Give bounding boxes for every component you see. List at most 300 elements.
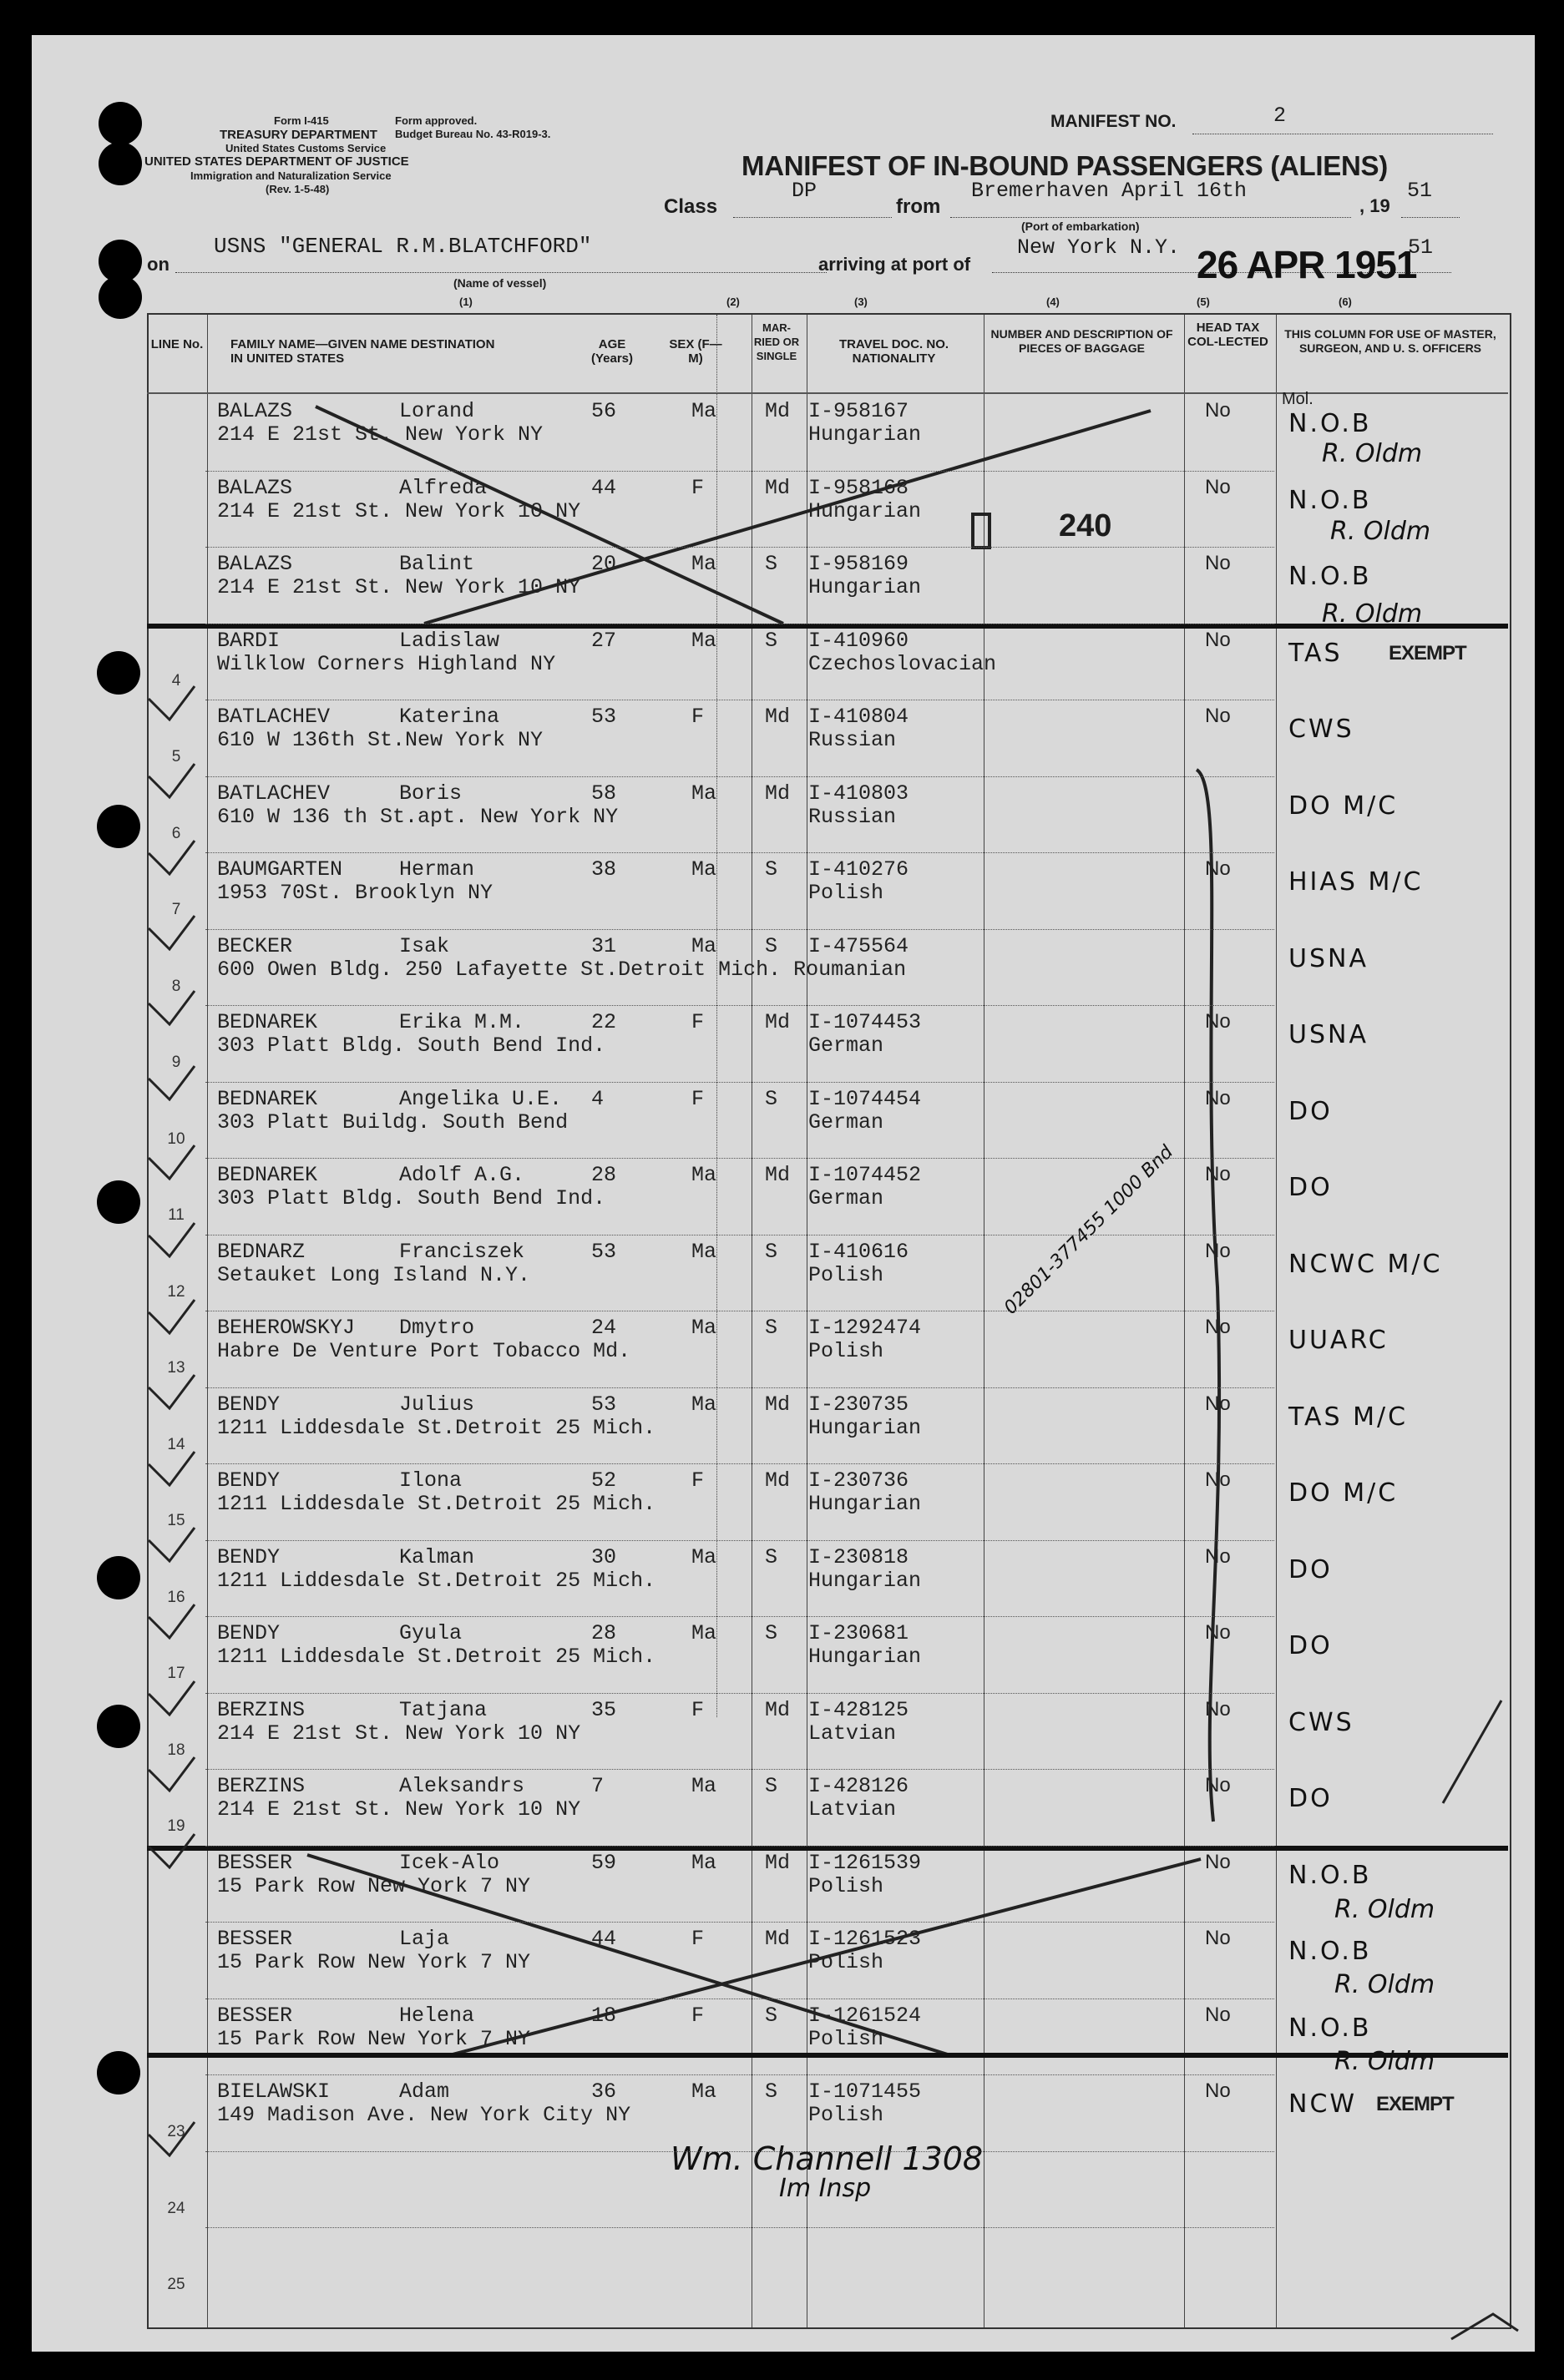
row-rule [205, 852, 1274, 853]
given-name: Isak [399, 933, 450, 958]
row-rule [205, 1693, 1274, 1694]
sex: F [691, 1697, 705, 1722]
nationality: Latvian [808, 1797, 897, 1822]
given-name: Katerina [399, 705, 500, 729]
manifest-no-value: 2 [1273, 104, 1287, 128]
age: 44 [591, 475, 617, 500]
check-mark [149, 1452, 195, 1485]
sex: Ma [691, 1239, 717, 1264]
line-number: 17 [167, 1665, 185, 1682]
family-name: BALAZS [217, 552, 293, 576]
age: 58 [591, 781, 617, 806]
sex: Ma [691, 1544, 717, 1569]
line-number: 5 [171, 748, 181, 766]
sex: Ma [691, 781, 717, 806]
check-mark [149, 991, 195, 1024]
marital-status: S [765, 1239, 778, 1264]
age: 53 [591, 1239, 617, 1264]
officer-note: NCWC M/C [1288, 1249, 1443, 1279]
family-name: BERZINS [217, 1697, 306, 1722]
col-num-3: (3) [854, 296, 868, 308]
ditto-bracket [1197, 770, 1219, 1822]
head-tax: No [1205, 1239, 1231, 1262]
destination: 149 Madison Ave. New York City NY [217, 2103, 631, 2127]
signature: R. Oldm [1334, 1970, 1435, 1999]
age: 30 [591, 1544, 617, 1569]
inspector-title: Im Insp [779, 2174, 872, 2203]
age: 28 [591, 1621, 617, 1645]
sex: Ma [691, 1621, 717, 1645]
sex: F [691, 475, 705, 500]
destination: 214 E 21st St. New York 10 NY [217, 498, 581, 523]
officer-note: TAS [1288, 638, 1343, 668]
marital-status: Md [765, 475, 791, 500]
row-rule [205, 547, 1274, 548]
head-tax: No [1205, 1621, 1231, 1644]
given-name: Adolf A.G. [399, 1163, 525, 1187]
given-name: Ladislaw [399, 628, 500, 653]
age: 18 [591, 2003, 617, 2028]
form-number: Form I-415 [274, 114, 329, 127]
marital-status: S [765, 1086, 778, 1111]
family-name: BEDNAREK [217, 1010, 318, 1034]
destination: 610 W 136th St.New York NY [217, 728, 544, 752]
travel-doc-no: I-1292474 [808, 1316, 922, 1340]
officer-note: DO [1288, 1784, 1333, 1813]
nationality: Latvian [808, 1721, 897, 1746]
line-number: 7 [171, 901, 181, 918]
age: 22 [591, 1010, 617, 1034]
header-sex: SEX (F—M) [669, 337, 722, 366]
given-name: Dmytro [399, 1316, 475, 1340]
check-mark [149, 764, 195, 797]
mol-label: Mol. [1282, 390, 1313, 408]
head-tax: No [1205, 552, 1231, 574]
nationality: Hungarian [808, 1415, 922, 1440]
line-number: 15 [167, 1512, 185, 1529]
on-label: on [147, 254, 170, 275]
given-name: Balint [399, 552, 475, 576]
head-tax: No [1205, 1086, 1231, 1109]
row-rule [205, 1922, 1274, 1923]
treasury-dept: TREASURY DEPARTMENT [220, 128, 377, 142]
travel-doc-no: I-428125 [808, 1697, 909, 1722]
year-value: 51 [1407, 179, 1433, 203]
row-rule [205, 2151, 1274, 2152]
marital-status: S [765, 2079, 778, 2104]
exempt-stamp: EXEMPT [1389, 642, 1466, 664]
given-name: Julius [399, 1392, 475, 1417]
sex: Ma [691, 399, 717, 423]
destination: 1953 70St. Brooklyn NY [217, 881, 493, 905]
header-officers: THIS COLUMN FOR USE OF MASTER, SURGEON, AND U. S. OFFICERS [1284, 327, 1496, 355]
travel-doc-no: I-958167 [808, 399, 909, 423]
signature: R. Oldm [1334, 2047, 1435, 2076]
corner-mark [1451, 2314, 1518, 2339]
check-mark [149, 1145, 195, 1179]
year-prefix: , 19 [1359, 195, 1390, 216]
given-name: Icek-Alo [399, 1850, 500, 1875]
form-approved: Form approved. [395, 114, 478, 127]
family-name: BALAZS [217, 399, 293, 423]
travel-doc-no: I-958169 [808, 552, 909, 576]
family-name: BESSER [217, 1850, 293, 1875]
age: 27 [591, 628, 617, 653]
destination: 1211 Liddesdale St.Detroit 25 Mich. [217, 1645, 656, 1669]
check-mark [149, 841, 195, 874]
travel-doc-no: I-1074453 [808, 1010, 922, 1034]
marital-status: S [765, 2003, 778, 2028]
col-num-2: (2) [726, 296, 740, 308]
nationality: Polish [808, 2026, 884, 2051]
line-number: 9 [171, 1054, 181, 1071]
head-tax: No [1205, 1316, 1231, 1338]
marital-status: S [765, 1316, 778, 1340]
from-label: from [896, 195, 941, 218]
family-name: BESSER [217, 1927, 293, 1951]
exempt-stamp: EXEMPT [1376, 2093, 1454, 2115]
col-num-1: (1) [459, 296, 473, 308]
head-tax: No [1205, 1010, 1231, 1033]
row-rule [205, 1005, 1274, 1006]
family-name: BESSER [217, 2003, 293, 2028]
head-tax: No [1205, 857, 1231, 880]
line-number: 24 [167, 2199, 185, 2217]
date-stamp: 26 APR 1951 [1197, 243, 1417, 286]
nationality: Polish [808, 1262, 884, 1287]
marital-status: Md [765, 705, 791, 729]
head-tax: No [1205, 1392, 1231, 1415]
header-baggage: NUMBER AND DESCRIPTION OF PIECES OF BAGGAGE [990, 327, 1173, 355]
destination: 303 Platt Buildg. South Bend [217, 1109, 569, 1134]
marital-status: S [765, 552, 778, 576]
family-name: BARDI [217, 628, 281, 653]
destination: 303 Platt Bldg. South Bend Ind. [217, 1186, 606, 1210]
marital-status: S [765, 1774, 778, 1798]
signature: R. Oldm [1330, 517, 1431, 546]
travel-doc-no: I-428126 [808, 1774, 909, 1798]
line-number: 8 [171, 977, 181, 995]
head-tax: No [1205, 1774, 1231, 1796]
marital-status: Md [765, 1392, 791, 1417]
check-mark [149, 1681, 195, 1715]
officer-note: TAS M/C [1288, 1402, 1409, 1432]
family-name: BIELAWSKI [217, 2079, 331, 2104]
row-rule [205, 1998, 1274, 1999]
officer-note: UUARC [1288, 1326, 1389, 1355]
nationality: Czechoslovacian [808, 651, 997, 676]
travel-doc-no: I-230818 [808, 1544, 909, 1569]
signature: R. Oldm [1322, 599, 1423, 629]
given-name: Alfreda [399, 475, 488, 500]
sex: F [691, 1010, 705, 1034]
given-name: Boris [399, 781, 463, 806]
travel-doc-no: I-230735 [808, 1392, 909, 1417]
age: 36 [591, 2079, 617, 2104]
travel-doc-no: I-475564 [808, 933, 909, 958]
sex: Ma [691, 1392, 717, 1417]
line-number: 19 [167, 1817, 185, 1835]
head-tax: No [1205, 399, 1231, 422]
line-number: 18 [167, 1741, 185, 1759]
family-name: BEHEROWSKYJ [217, 1316, 356, 1340]
age: 31 [591, 933, 617, 958]
given-name: Gyula [399, 1621, 463, 1645]
line-number: 23 [167, 2123, 185, 2140]
check-mark [149, 916, 195, 949]
family-name: BECKER [217, 933, 293, 958]
officer-note: NCW [1288, 2089, 1358, 2119]
row-rule [205, 1769, 1274, 1770]
destination: Habre De Venture Port Tobacco Md. [217, 1339, 631, 1363]
sex: Ma [691, 857, 717, 882]
officer-note: N.O.B [1288, 562, 1372, 591]
line-number: 13 [167, 1359, 185, 1377]
signature: R. Oldm [1322, 439, 1423, 468]
age: 35 [591, 1697, 617, 1722]
embarkation-note: (Port of embarkation) [1021, 220, 1140, 233]
sex: F [691, 1468, 705, 1493]
line-number: 14 [167, 1435, 185, 1453]
col-num-4: (4) [1046, 296, 1060, 308]
given-name: Herman [399, 857, 475, 882]
officer-note: DO [1288, 1631, 1333, 1660]
customs-service: United States Customs Service [225, 142, 387, 154]
age: 56 [591, 399, 617, 423]
age: 28 [591, 1163, 617, 1187]
destination: 1211 Liddesdale St.Detroit 25 Mich. [217, 1415, 656, 1440]
row-rule [205, 471, 1274, 472]
marital-status: Md [765, 1697, 791, 1722]
nationality: Polish [808, 1950, 884, 1974]
travel-doc-no: I-1074454 [808, 1086, 922, 1111]
travel-doc-no: I-1261539 [808, 1850, 922, 1875]
destination: 15 Park Row New York 7 NY [217, 1950, 531, 1974]
destination: 303 Platt Bldg. South Bend Ind. [217, 1033, 606, 1058]
nationality: German [808, 1033, 884, 1058]
manifest-no-label: MANIFEST NO. [1050, 112, 1177, 131]
destination: 15 Park Row New York 7 NY [217, 1873, 531, 1898]
travel-doc-no: I-410276 [808, 857, 909, 882]
row-rule [205, 776, 1274, 777]
family-name: BENDY [217, 1468, 281, 1493]
line-number: 4 [171, 671, 181, 690]
marital-status: Md [765, 1163, 791, 1187]
sex: F [691, 1927, 705, 1951]
nationality: Russian [808, 728, 897, 752]
nationality: Hungarian [808, 1568, 922, 1593]
head-tax: No [1205, 705, 1231, 727]
travel-doc-no: I-410960 [808, 628, 909, 653]
nationality: Hungarian [808, 498, 922, 523]
vessel-note: (Name of vessel) [453, 276, 547, 290]
row-rule [205, 1616, 1274, 1617]
header-married: MAR-RIED OR SINGLE [753, 321, 800, 362]
travel-doc-no: I-230681 [808, 1621, 909, 1645]
given-name: Adam [399, 2079, 450, 2104]
class-value: DP [792, 179, 817, 203]
given-name: Angelika U.E. [399, 1086, 563, 1111]
travel-doc-no: I-1261524 [808, 2003, 922, 2028]
nationality: Hungarian [808, 1645, 922, 1669]
class-label: Class [664, 195, 718, 218]
row-rule [205, 1463, 1274, 1464]
line-number: 10 [167, 1129, 185, 1148]
destination: 214 E 21st St. New York 10 NY [217, 1797, 581, 1822]
officer-note: N.O.B [1288, 1937, 1372, 1966]
given-name: Aleksandrs [399, 1774, 525, 1798]
destination: 1211 Liddesdale St.Detroit 25 Mich. [217, 1492, 656, 1516]
head-tax: No [1205, 1697, 1231, 1721]
row-rule [205, 1540, 1274, 1541]
age: 4 [591, 1086, 605, 1111]
officer-note: DO [1288, 1554, 1333, 1584]
officer-note: DO [1288, 1173, 1333, 1202]
budget-bureau: Budget Bureau No. 43-R019-3. [395, 128, 551, 140]
given-name: Franciszek [399, 1239, 525, 1264]
given-name: Tatjana [399, 1697, 488, 1722]
arriving-year: 51 [1408, 235, 1434, 260]
age: 53 [591, 705, 617, 729]
check-mark [149, 1757, 195, 1791]
family-name: BAUMGARTEN [217, 857, 343, 882]
row-rule [205, 1158, 1274, 1159]
nationality: Polish [808, 1873, 884, 1898]
nationality: Polish [808, 2103, 884, 2127]
family-name: BEDNARZ [217, 1239, 306, 1264]
officer-note: CWS [1288, 1707, 1354, 1737]
travel-doc-no: I-230736 [808, 1468, 909, 1493]
row-rule [205, 929, 1274, 930]
marital-status: S [765, 1544, 778, 1569]
justice-dept: UNITED STATES DEPARTMENT OF JUSTICE [144, 154, 409, 169]
sex: Ma [691, 1316, 717, 1340]
sex: Ma [691, 1163, 717, 1187]
from-value: Bremerhaven April 16th [971, 179, 1248, 203]
nationality: Polish [808, 1339, 884, 1363]
revision: (Rev. 1-5-48) [266, 183, 330, 195]
nationality: German [808, 1186, 884, 1210]
head-tax: No [1205, 1468, 1231, 1491]
row-rule [205, 1846, 1274, 1847]
slash-mark [1443, 1700, 1501, 1803]
check-mark [149, 1223, 195, 1256]
sex: F [691, 1086, 705, 1111]
marital-status: Md [765, 781, 791, 806]
marital-status: Md [765, 399, 791, 423]
family-name: BERZINS [217, 1774, 306, 1798]
travel-doc-no: I-958168 [808, 475, 909, 500]
row-rule [205, 1082, 1274, 1083]
family-name: BEDNAREK [217, 1163, 318, 1187]
travel-doc-no: I-1071455 [808, 2079, 922, 2104]
stamp-240: 240 [1059, 508, 1112, 543]
line-number: 6 [171, 824, 181, 842]
check-mark [149, 1528, 195, 1561]
inspector-note: Wm. Channell 1308 [671, 2140, 984, 2177]
col-num-6: (6) [1339, 296, 1352, 308]
manifest-title: MANIFEST OF IN-BOUND PASSENGERS (ALIENS) [742, 150, 1388, 181]
family-name: BEDNAREK [217, 1086, 318, 1111]
family-name: BALAZS [217, 475, 293, 500]
line-number: 16 [167, 1588, 185, 1606]
officer-note: DO [1288, 1096, 1333, 1126]
destination: 600 Owen Bldg. 250 Lafayette St.Detroit Mich. Roumanian [217, 957, 907, 982]
family-name: BENDY [217, 1544, 281, 1569]
given-name: Kalman [399, 1544, 475, 1569]
line-number: 11 [168, 1206, 185, 1224]
destination: 214 E 21st St. New York NY [217, 422, 544, 447]
marital-status: S [765, 628, 778, 653]
head-tax: No [1205, 1163, 1231, 1185]
age: 53 [591, 1392, 617, 1417]
age: 44 [591, 1927, 617, 1951]
marital-status: Md [765, 1850, 791, 1875]
header-age: AGE (Years) [590, 337, 634, 366]
header-name: FAMILY NAME—GIVEN NAME DESTINATION IN UNITED STATES [230, 337, 495, 366]
head-tax: No [1205, 628, 1231, 651]
header-travel: TRAVEL DOC. NO. NATIONALITY [838, 337, 949, 366]
marital-status: S [765, 1621, 778, 1645]
officer-note: N.O.B [1288, 409, 1372, 438]
arriving-value: New York N.Y. [1017, 235, 1181, 260]
nationality: Russian [808, 804, 897, 829]
given-name: Helena [399, 2003, 475, 2028]
officer-note: USNA [1288, 943, 1369, 973]
destination: 610 W 136 th St.apt. New York NY [217, 804, 619, 829]
head-tax: No [1205, 2079, 1231, 2102]
travel-doc-no: I-410803 [808, 781, 909, 806]
destination: Wilklow Corners Highland NY [217, 651, 556, 676]
given-name: Laja [399, 1927, 450, 1951]
family-name: BATLACHEV [217, 705, 331, 729]
check-mark [149, 1375, 195, 1408]
head-tax: No [1205, 2003, 1231, 2026]
head-tax: No [1205, 1927, 1231, 1949]
age: 20 [591, 552, 617, 576]
officer-note: N.O.B [1288, 1860, 1372, 1890]
row-rule [205, 2227, 1274, 2228]
given-name: Lorand [399, 399, 475, 423]
marital-status: S [765, 857, 778, 882]
sex: F [691, 705, 705, 729]
destination: 1211 Liddesdale St.Detroit 25 Mich. [217, 1568, 656, 1593]
sex: Ma [691, 1850, 717, 1875]
marital-status: S [765, 933, 778, 958]
given-name: Ilona [399, 1468, 463, 1493]
baggage-note: 02801-377455 1000 Bnd [1000, 1141, 1178, 1319]
head-tax: No [1205, 475, 1231, 498]
officer-note: DO M/C [1288, 1478, 1399, 1508]
travel-doc-no: I-1261523 [808, 1927, 922, 1951]
destination: 15 Park Row New York 7 NY [217, 2026, 531, 2051]
given-name: Erika M.M. [399, 1010, 525, 1034]
family-name: BENDY [217, 1621, 281, 1645]
age: 59 [591, 1850, 617, 1875]
officer-note: DO M/C [1288, 791, 1399, 821]
signature: R. Oldm [1334, 1895, 1435, 1924]
travel-doc-no: I-410804 [808, 705, 909, 729]
sex: Ma [691, 1774, 717, 1798]
col-num-5: (5) [1197, 296, 1210, 308]
nationality: Polish [808, 881, 884, 905]
marital-status: Md [765, 1468, 791, 1493]
family-name: BENDY [217, 1392, 281, 1417]
sex: Ma [691, 552, 717, 576]
sex: Ma [691, 628, 717, 653]
officer-note: CWS [1288, 715, 1354, 744]
check-mark [149, 686, 195, 720]
